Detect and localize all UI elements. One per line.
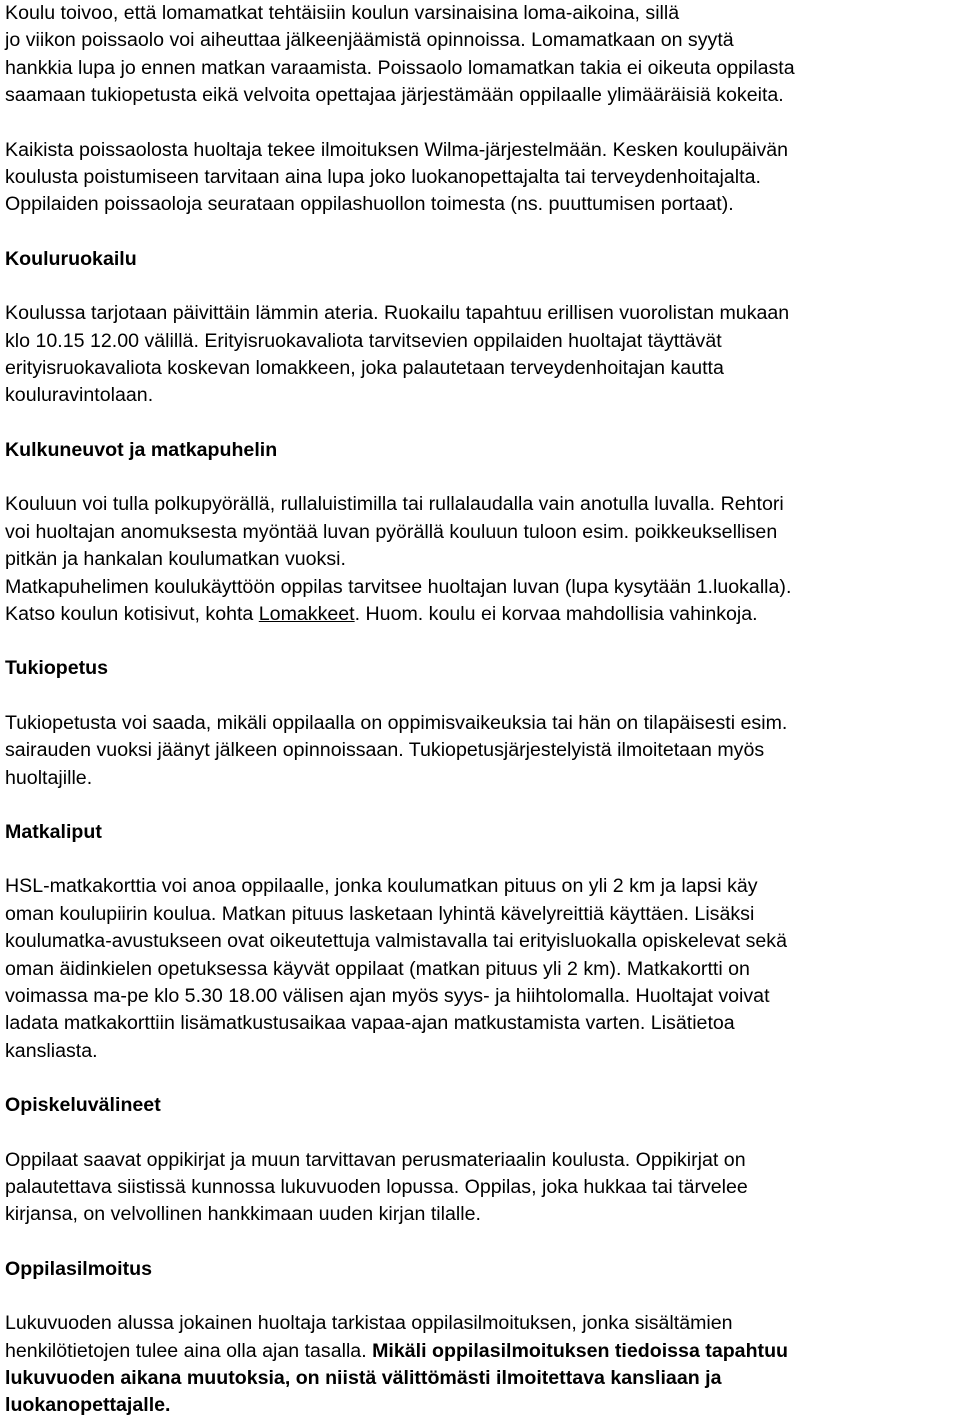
text-fragment: Katso koulun kotisivut, kohta [5, 602, 259, 625]
text-line: oman äidinkielen opetuksessa käyvät oppilaat (matkan pituus yli 2 km). Matkakortti on [5, 957, 750, 980]
text-fragment: henkilötietojen tulee aina olla ajan tasalla. [5, 1339, 373, 1362]
section-heading-oppilasilmoitus: Oppilasilmoitus [5, 1257, 152, 1280]
text-line [5, 601, 957, 628]
section-heading-opiskeluvalineet: Opiskeluvälineet [5, 1094, 161, 1117]
text-line: sairauden vuoksi jäänyt jälkeen opinnoissaan. Tukiopetusjärjestelyistä ilmoitetaan myös [5, 739, 765, 762]
text-line: saamaan tukiopetusta eikä velvoita opettajaa järjestämään oppilaalle ylimääräisiä kokeita. [5, 84, 784, 107]
document-page [5, 0, 957, 1420]
text-line: klo 10.15 12.00 välillä. Erityisruokavaliota tarvitsevien oppilaiden huoltajat täyttävät [5, 329, 722, 352]
emphasis-line: lukuvuoden aikana muutoksia, on niistä välittömästi ilmoitettava kansliaan ja [5, 1367, 722, 1390]
text-line: oman koulupiirin koulua. Matkan pituus lasketaan lyhintä kävelyreittiä käyttäen. Lisäksi [5, 902, 755, 925]
matkaliput-paragraph [5, 873, 957, 1065]
text-line: kansliasta. [5, 1039, 98, 1062]
text-fragment: . Huom. koulu ei korvaa mahdollisia vahinkoja. [354, 602, 758, 625]
text-line: Matkapuhelimen koulukäyttöön oppilas tarvitsee huoltajan luvan (lupa kysytään 1.luokalla). [5, 575, 792, 598]
emphasis-text: Mikäli oppilasilmoituksen tiedoissa tapahtuu [372, 1339, 789, 1362]
opiskeluvalineet-paragraph [5, 1147, 957, 1229]
text-line: HSL-matkakorttia voi anoa oppilaalle, jonka koulumatkan pituus on yli 2 km ja lapsi käy [5, 875, 758, 898]
text-line: pitkän ja hankalan koulumatkan vuoksi. [5, 548, 346, 571]
text-line: jo viikon poissaolo voi aiheuttaa jälkeenjäämistä opinnoissa. Lomamatkaan on syytä [5, 29, 734, 52]
text-line: erityisruokavaliota koskevan lomakkeen, joka palautetaan terveydenhoitajan kautta [5, 357, 724, 380]
text-line: Lukuvuoden alussa jokainen huoltaja tarkistaa oppilasilmoituksen, jonka sisältämien [5, 1312, 733, 1335]
section-heading-kulkuneuvot: Kulkuneuvot ja matkapuhelin [5, 438, 278, 461]
text-line: koulumatka-avustukseen ovat oikeutettuja valmistavalla tai erityisluokalla opiskelevat sekä [5, 930, 787, 953]
section-heading-matkaliput: Matkaliput [5, 820, 102, 843]
text-line: Oppilaat saavat oppikirjat ja muun tarvittavan perusmateriaalin koulusta. Oppikirjat on [5, 1148, 746, 1171]
intro-paragraph [5, 0, 957, 110]
text-line: huoltajille. [5, 766, 93, 789]
absence-paragraph [5, 137, 957, 219]
tukiopetus-paragraph [5, 710, 957, 792]
oppilasilmoitus-paragraph [5, 1310, 957, 1420]
lomakkeet-link[interactable]: Lomakkeet [258, 602, 355, 625]
text-line: Kaikista poissaolosta huoltaja tekee ilmoituksen Wilma-järjestelmään. Kesken koulupäivän [5, 138, 789, 161]
text-line: kouluravintolaan. [5, 384, 154, 407]
text-line: Koulu toivoo, että lomamatkat tehtäisiin koulun varsinaisina loma-aikoina, sillä [5, 2, 680, 24]
text-line: Kouluun voi tulla polkupyörällä, rullaluistimilla tai rullalaudalla vain anotulla luvalla. Rehtori [5, 493, 784, 516]
text-line: Tukiopetusta voi saada, mikäli oppilaalla on oppimisvaikeuksia tai hän on tilapäisesti esim. [5, 711, 788, 734]
text-line: koulusta poistumiseen tarvitaan aina lupa joko luokanopettajalta tai terveydenhoitajalta. [5, 166, 761, 189]
text-line: ladata matkakorttiin lisämatkustusaikaa vapaa-ajan matkustamista varten. Lisätietoa [5, 1012, 735, 1035]
text-line: Koulussa tarjotaan päivittäin lämmin ateria. Ruokailu tapahtuu erillisen vuorolistan mukaan [5, 302, 790, 325]
text-line: voi huoltajan anomuksesta myöntää luvan pyörällä kouluun tuloon esim. poikkeuksellisen [5, 520, 778, 543]
kulkuneuvot-paragraph [5, 491, 957, 628]
text-line [5, 1338, 957, 1365]
text-line: kirjansa, on velvollinen hankkimaan uuden kirjan tilalle. [5, 1203, 481, 1226]
emphasis-line: luokanopettajalle. [5, 1394, 171, 1417]
section-heading-tukiopetus: Tukiopetus [5, 657, 109, 680]
text-line: voimassa ma-pe klo 5.30 18.00 välisen ajan myös syys- ja hiihtolomalla. Huoltajat voivat [5, 984, 770, 1007]
section-heading-kouluruokailu: Kouluruokailu [5, 247, 137, 270]
text-line: Oppilaiden poissaoloja seurataan oppilashuollon toimesta (ns. puuttumisen portaat). [5, 193, 734, 216]
text-line: hankkia lupa jo ennen matkan varaamista. Poissaolo lomamatkan takia ei oikeuta oppilasta [5, 56, 795, 79]
kouluruokailu-paragraph [5, 300, 957, 410]
text-line: palautettava siistissä kunnossa lukuvuoden lopussa. Oppilas, joka hukkaa tai tärvelee [5, 1176, 748, 1198]
